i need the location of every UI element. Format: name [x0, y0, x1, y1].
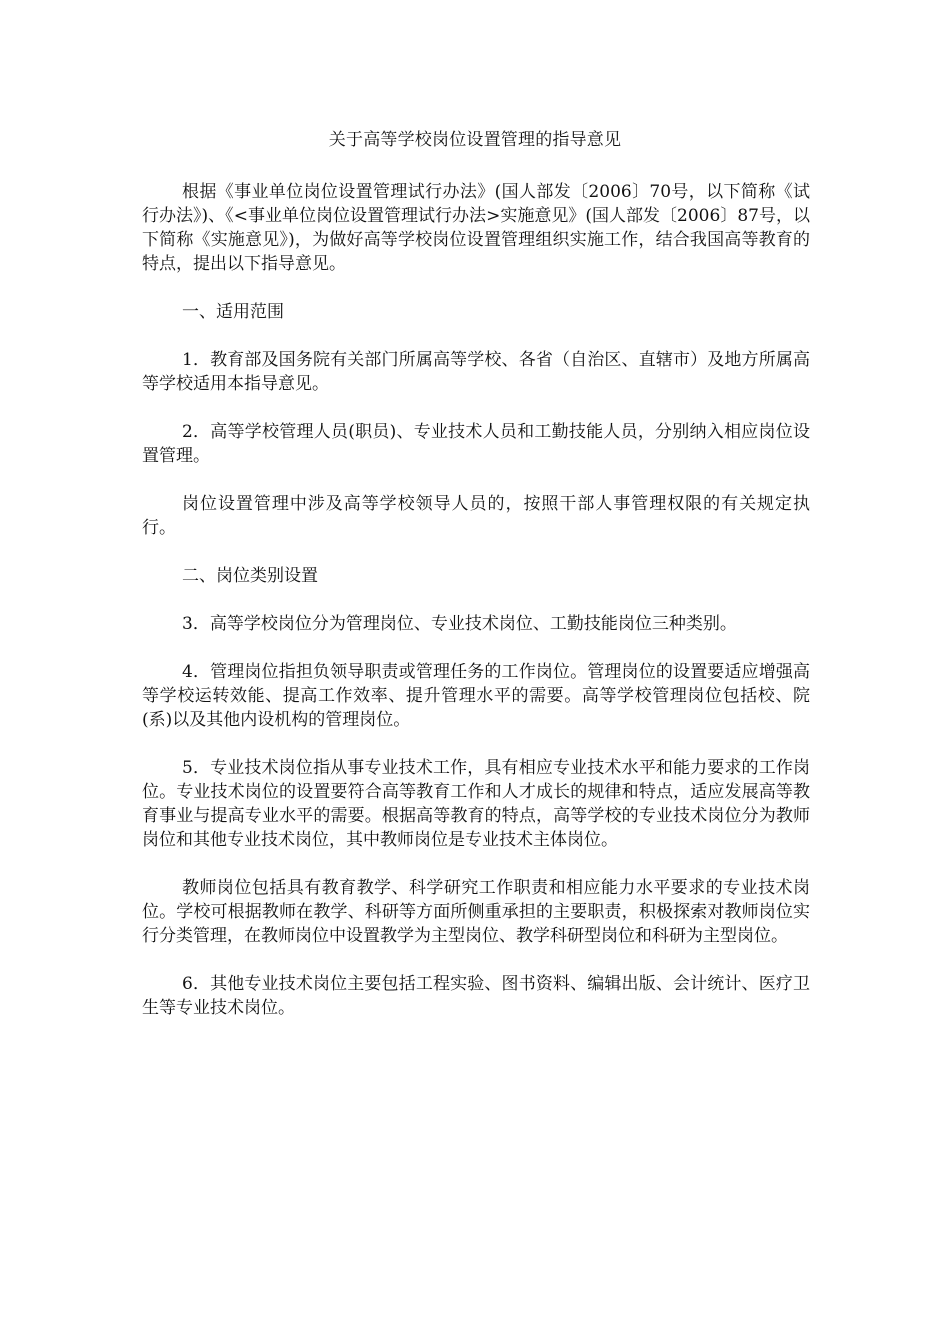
- section-heading-scope: 一、适用范围: [182, 302, 284, 322]
- paragraph-item-1: 1．教育部及国务院有关部门所属高等学校、各省（自治区、直辖市）及地方所属高等学校适用本指导意见。: [142, 350, 810, 394]
- document-title: 关于高等学校岗位设置管理的指导意见: [328, 130, 622, 150]
- paragraph-item-2: 2．高等学校管理人员(职员)、专业技术人员和工勤技能人员，分别纳入相应岗位设置管理。: [142, 422, 810, 466]
- section-heading-categories: 二、岗位类别设置: [182, 566, 318, 586]
- paragraph-item-3: 3．高等学校岗位分为管理岗位、专业技术岗位、工勤技能岗位三种类别。: [182, 614, 737, 634]
- document-body: [142, 180, 810, 1044]
- paragraph-item-6: 6．其他专业技术岗位主要包括工程实验、图书资料、编辑出版、会计统计、医疗卫生等专业技术岗位。: [142, 974, 810, 1018]
- paragraph-teacher-posts: 教师岗位包括具有教育教学、科学研究工作职责和相应能力水平要求的专业技术岗位。学校可根据教师在教学、科研等方面所侧重承担的主要职责，积极探索对教师岗位实行分类管理，在教师岗位中设置教学为主型岗位、教学科研型岗位和科研为主型岗位。: [142, 878, 810, 946]
- paragraph-item-4: 4．管理岗位指担负领导职责或管理任务的工作岗位。管理岗位的设置要适应增强高等学校运转效能、提高工作效率、提升管理水平的需要。高等学校管理岗位包括校、院(系)以及其他内设机构的管理岗位。: [142, 662, 810, 730]
- intro-paragraph: 根据《事业单位岗位设置管理试行办法》(国人部发〔2006〕70号，以下简称《试行办法》)、《<事业单位岗位设置管理试行办法>实施意见》(国人部发〔2006〕87号，以下简称《实施意见》)，为做好高等学校岗位设置管理组织实施工作，结合我国高等教育的特点，提出以下指导意见。: [142, 182, 810, 274]
- paragraph-leaders: 岗位设置管理中涉及高等学校领导人员的，按照干部人事管理权限的有关规定执行。: [142, 494, 810, 538]
- paragraph-item-5: 5．专业技术岗位指从事专业技术工作，具有相应专业技术水平和能力要求的工作岗位。专业技术岗位的设置要符合高等教育工作和人才成长的规律和特点，适应发展高等教育事业与提高专业水平的需要。根据高等教育的特点，高等学校的专业技术岗位分为教师岗位和其他专业技术岗位，其中教师岗位是专业技术主体岗位。: [142, 758, 810, 850]
